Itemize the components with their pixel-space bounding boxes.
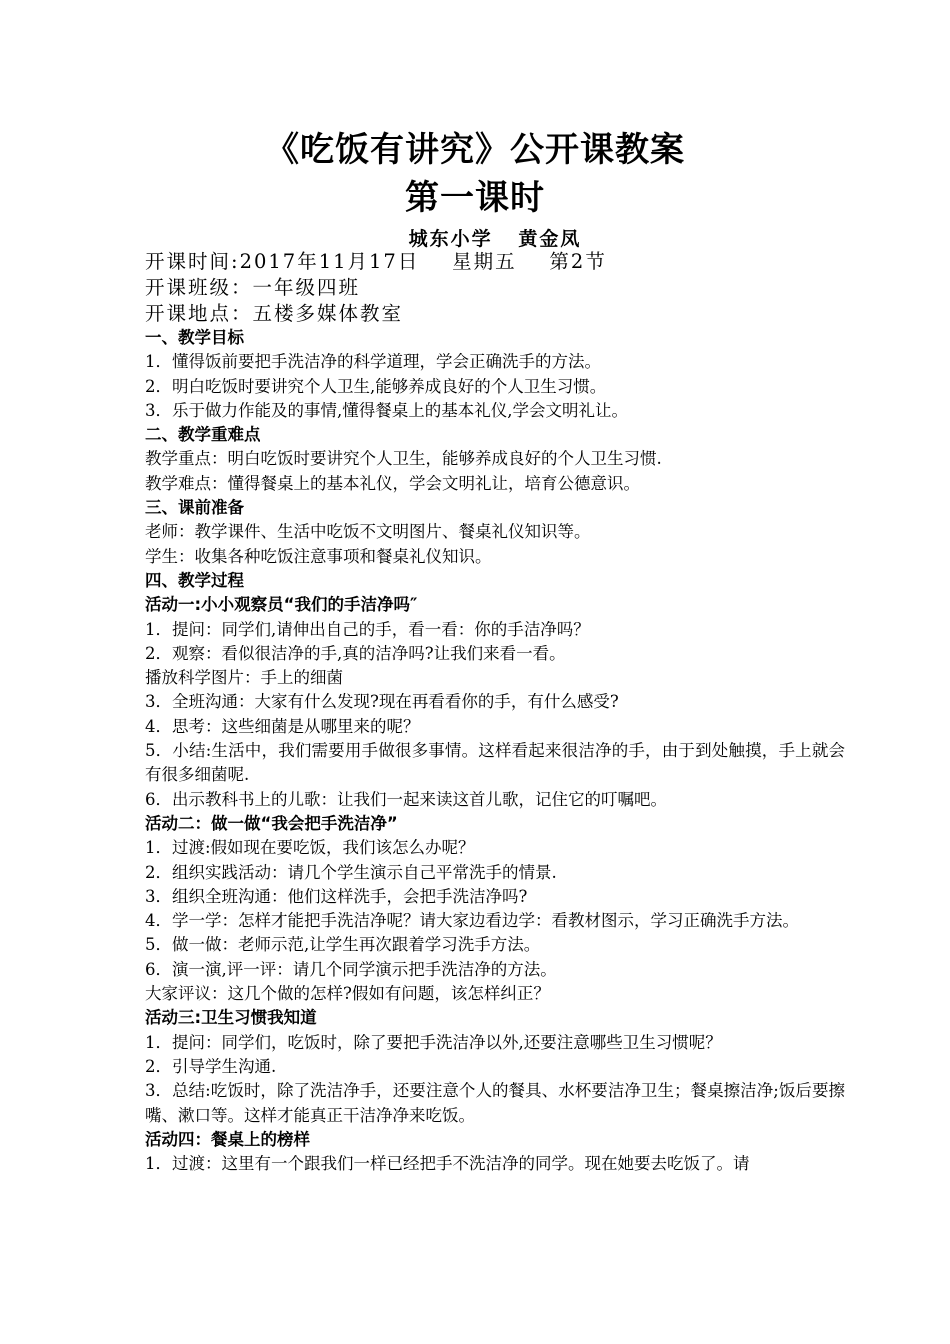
section-heading: 活动一:小小观察员“我们的手洁净吗″ [145,595,418,615]
body-line: 老师：教学课件、生活中吃饭不文明图片、餐桌礼仪知识等。 [145,522,591,542]
section-heading: 三、课前准备 [145,498,244,518]
body-line: 1．过渡:假如现在要吃饭，我们该怎么办呢？ [145,838,475,858]
document-subtitle: 第一课时 [405,178,545,218]
section-heading: 四、教学过程 [145,570,244,590]
body-line: 3．乐于做力作能及的事情,懂得餐桌上的基本礼仪,学会文明礼让。 [145,400,628,420]
body-line: 2．引导学生沟通. [145,1056,277,1076]
body-line: 4．思考：这些细菌是从哪里来的呢？ [145,716,420,736]
body-line: 播放科学图片：手上的细菌 [145,668,343,688]
author-line: 城东小学 黄金凤 [408,228,582,250]
body-line: 1．懂得饭前要把手洗洁净的科学道理，学会正确洗手的方法。 [145,352,601,372]
body-line: 5．做一做：老师示范,让学生再次跟着学习洗手方法。 [145,935,541,955]
document-title: 《吃饭有讲究》公开课教案 [265,130,685,170]
body-line: 6．演一演,评一评：请几个同学演示把手洗洁净的方法。 [145,959,557,979]
lesson-body [145,326,845,1176]
section-heading: 活动二：做一做“我会把手洗洁净” [145,813,398,833]
body-line: 2．组织实践活动：请几个学生演示自己平常洗手的情景. [145,862,557,882]
body-line: 1．过渡：这里有一个跟我们一样已经把手不洗洁净的同学。现在她要去吃饭了。请 [145,1154,750,1174]
body-line: 2．明白吃饭时要讲究个人卫生,能够养成良好的个人卫生习惯。 [145,376,607,396]
body-line: 1．提问：同学们，吃饭时，除了要把手洗洁净以外,还要注意哪些卫生习惯呢？ [145,1032,722,1052]
body-line: 4．学一学：怎样才能把手洗洁净呢？请大家边看边学：看教材图示，学习正确洗手方法。 [145,911,799,931]
body-line: 2．观察：看似很洁净的手,真的洁净吗?让我们来看一看。 [145,643,566,663]
section-heading: 活动四：餐桌上的榜样 [145,1129,310,1149]
class-location: 开课地点：五楼多媒体教室 [145,302,404,325]
body-line: 1．提问：同学们,请伸出自己的手，看一看：你的手洁净吗？ [145,619,590,639]
body-line: 教学重点：明白吃饭时要讲究个人卫生，能够养成良好的个人卫生习惯. [145,449,662,469]
body-line: 5．小结:生活中，我们需要用手做很多事情。这样看起来很洁净的手，由于到处触摸，手上就会有很多细菌呢. [145,741,845,785]
body-line: 大家评议：这几个做的怎样?假如有问题，该怎样纠正？ [145,984,550,1004]
section-heading: 一、教学目标 [145,328,244,347]
body-line: 3．总结:吃饭时，除了洗洁净手，还要注意个人的餐具、水杯要洁净卫生；餐桌擦洁净;饭后要擦嘴、漱口等。这样才能真正干洁净净来吃饭。 [145,1081,845,1125]
body-line: 6．出示教科书上的儿歌：让我们一起来读这首儿歌，记住它的叮嘱吧。 [145,789,667,809]
class-group: 开课班级：一年级四班 [145,276,361,299]
section-heading: 二、教学重难点 [145,425,261,445]
section-heading: 活动三:卫生习惯我知道 [145,1008,317,1028]
body-line: 3．组织全班沟通：他们这样洗手，会把手洗洁净吗? [145,886,528,906]
class-time: 开课时间:2017年11月17日 星期五 第2节 [145,250,607,273]
body-line: 学生：收集各种吃饭注意事项和餐桌礼仪知识。 [145,546,492,566]
body-line: 教学难点：懂得餐桌上的基本礼仪，学会文明礼让，培育公德意识。 [145,473,640,493]
body-line: 3．全班沟通：大家有什么发现?现在再看看你的手，有什么感受? [145,692,619,712]
